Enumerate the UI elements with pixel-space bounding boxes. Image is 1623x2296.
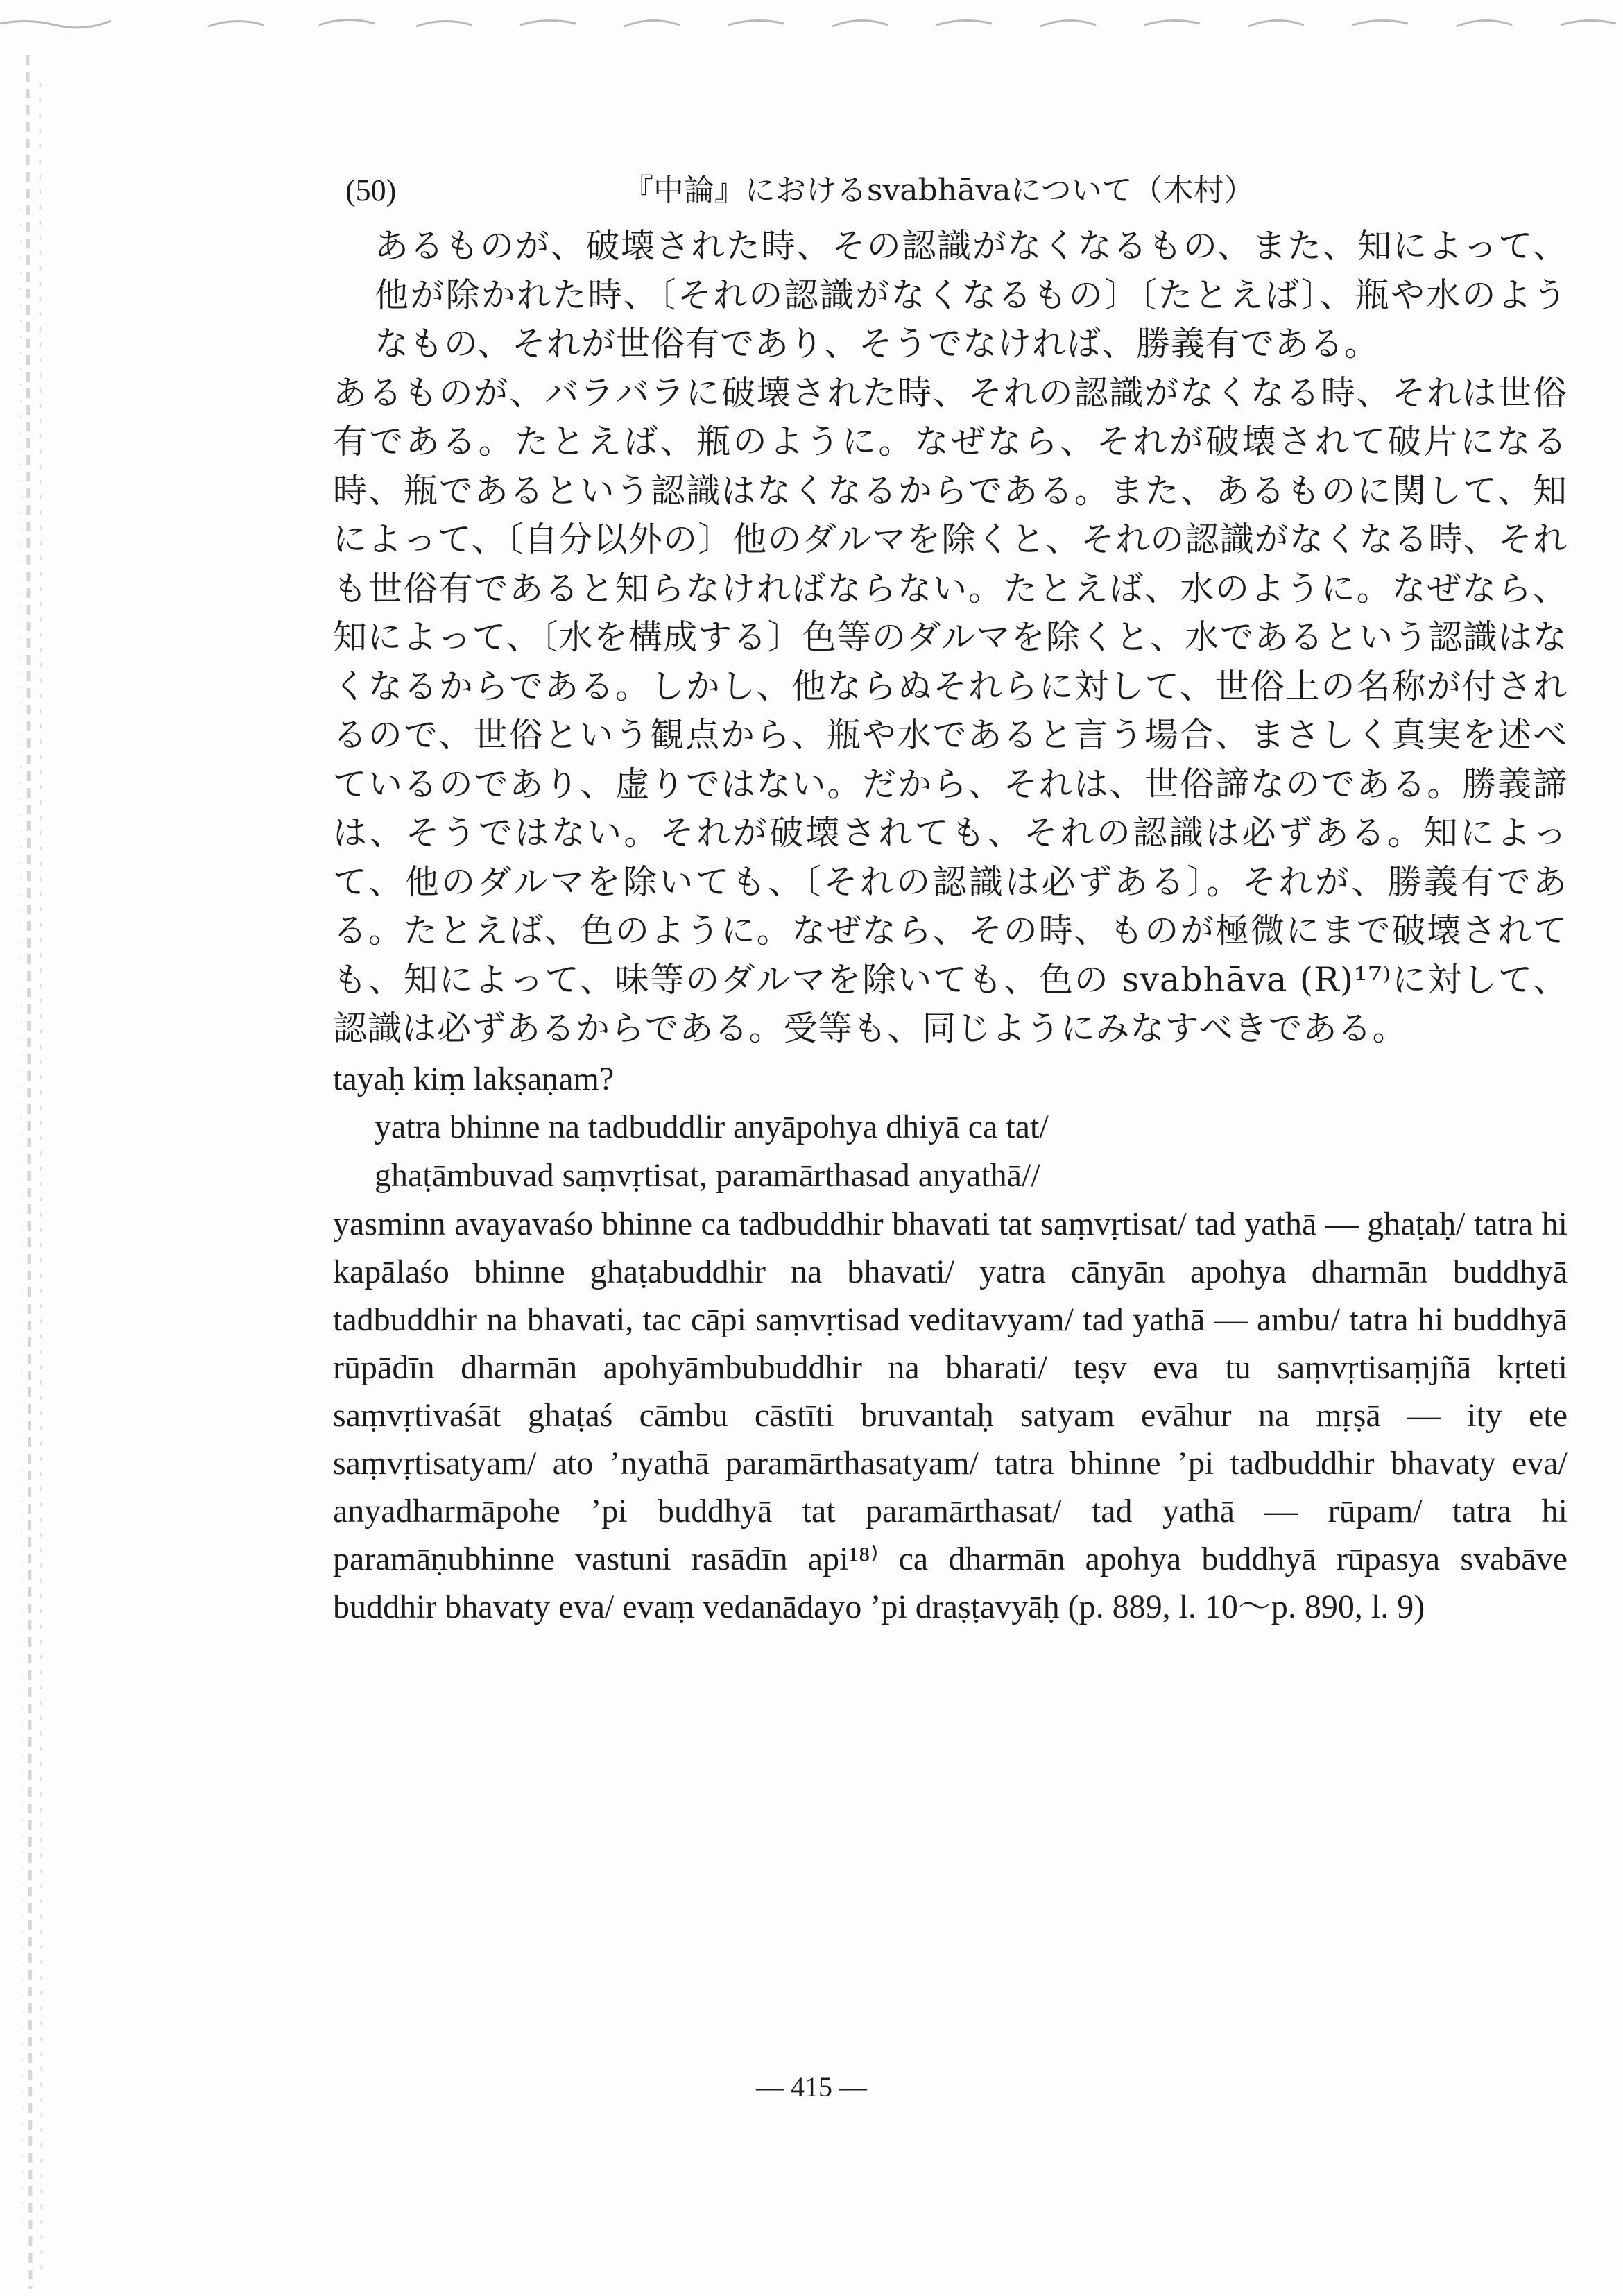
question-line: tayaḥ kiṃ lakṣaṇam? [333, 1060, 615, 1097]
footer-page-number: — 415 — [756, 2071, 867, 2102]
verse-line-2: ghaṭāmbuvad saṃvṛtisat, paramārthasad anyathā// [375, 1156, 1040, 1194]
main-text [333, 222, 1568, 1631]
running-header [345, 166, 1316, 215]
verse-line-1: yatra bhinne na tadbuddlir anyāpohya dhiyā ca tat/ [375, 1108, 1049, 1145]
commentary-translation-jp: あるものが、バラバラに破壊された時、それの認識がなくなる時、それは世俗有である。たとえば、瓶のように。なぜなら、それが破壊されて破片になる時、瓶であるという認識はなくなるからである。また、あるものに関して、知によって、〔自分以外の〕他のダルマを除くと、それの認識がなくなる時、それも世俗有であると知らなければならない。たとえば、水のように。なぜなら、知によって、〔水を構成する〕色等のダルマを除くと、水であるという認識はなくなるからである。しかし、他ならぬそれらに対して、世俗上の名称が付されるので、世俗という観点から、瓶や水であると言う場合、まさしく真実を述べているのであり、虚りではない。だから、それは、世俗諦なのである。勝義諦は、そうではない。それが破壊されても、それの認識は必ずある。知によって、他のダルマを除いても、〔それの認識は必ずある〕。それが、勝義有である。たとえば、色のように。なぜなら、その時、ものが極微にまで破壊されても、知によって、味等のダルマを除いても、色の svabhāva (R)¹⁷⁾に対して、認識は必ずあるからである。受等も、同じようにみなすべきである。 [333, 372, 1568, 1048]
header-page-number: (50) [345, 173, 397, 207]
scan-edge-left [0, 0, 62, 2296]
sanskrit-commentary: yasminn avayavaśo bhinne ca tadbuddhir bhavati tat saṃvṛtisat/ tad yathā — ghaṭaḥ/ tatra hi kapālaśo bhinne ghaṭabuddhir na bhavati/ yatra cānyān apohya dharmān buddhyā tadbuddhir na bhavati, tac cāpi saṃvṛtisad veditavyam/ tad yathā — ambu/ tatra hi buddhyā rūpādīn dharmān apohyāmbubuddhir na bharati/ teṣv eva tu saṃvṛtisaṃjñā kṛteti saṃvṛtivaśāt ghaṭaś cāmbu cāstīti bruvantaḥ satyam evāhur na mṛṣā — ity ete saṃvṛtisatyam/ ato ’nyathā paramārthasatyam/ tatra bhinne ’pi tadbuddhir bhavaty eva/ anyadharmāpohe ’pi buddhyā tat paramārthasat/ tad yathā — rūpam/ tatra hi paramāṇubhinne vastuni rasādīn api¹⁸⁾ ca dharmān apohya buddhyā rūpasya svabāve buddhir bhavaty eva/ evaṃ vedanādayo ’pi draṣṭavyāḥ (p. 889, l. 10～p. 890, l. 9) [333, 1205, 1568, 1625]
running-title: 『中論』におけるsvabhāvaについて（木村） [623, 173, 1255, 208]
verse-translation-jp: あるものが、破壊された時、その認識がなくなるもの、また、知によって、他が除かれた時、〔それの認識がなくなるもの〕〔たとえば〕、瓶や水のようなもの、それが世俗有であり、そうでなければ、勝義有である。 [375, 226, 1568, 363]
scan-edge-top [0, 0, 1623, 42]
